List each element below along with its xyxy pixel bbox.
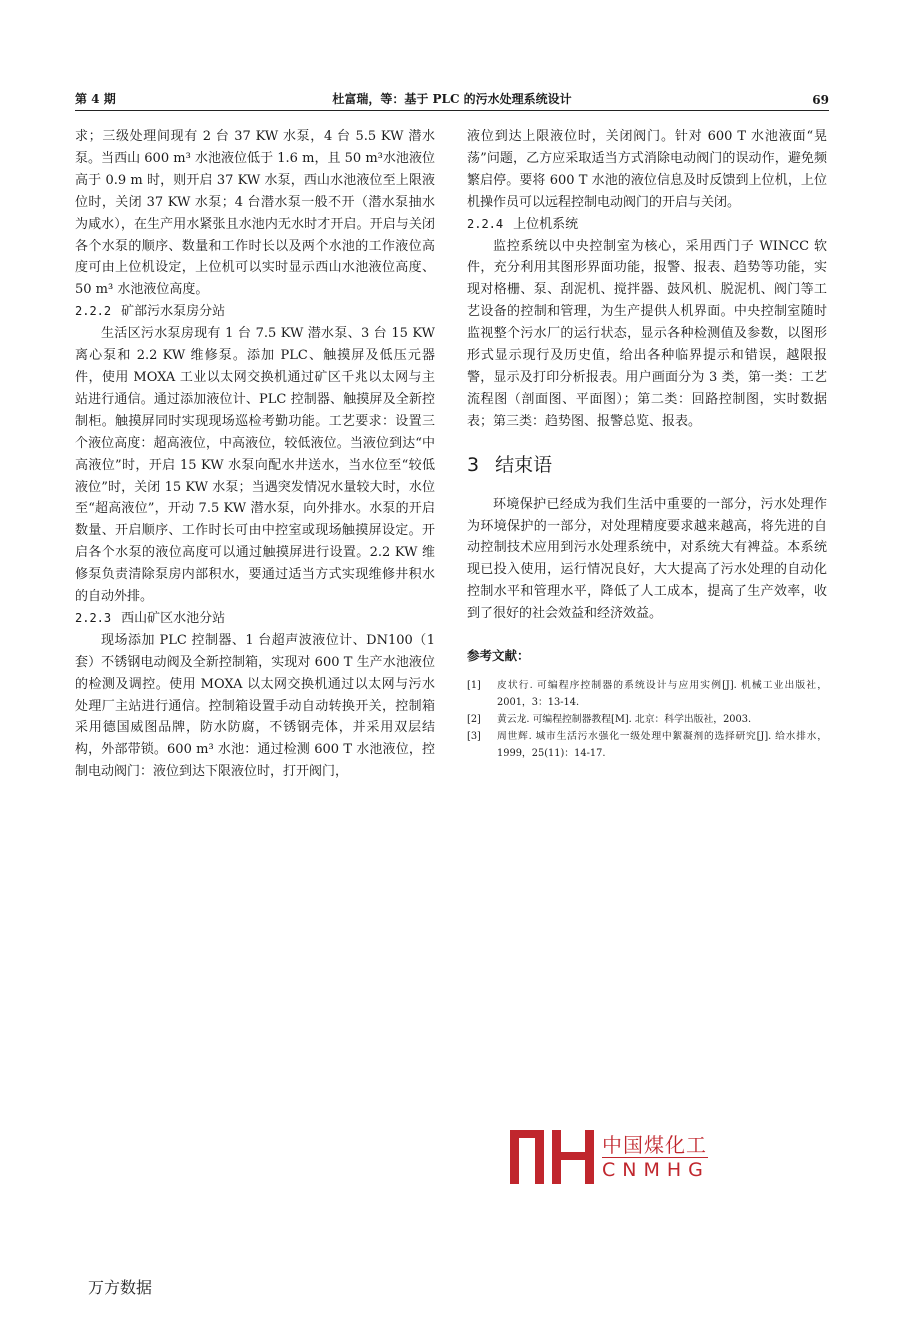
right-column <box>467 126 827 762</box>
watermark: 万方数据 <box>88 1278 153 1297</box>
cnmhg-mark-icon <box>508 1128 596 1186</box>
reference-item: [3] 周世辉. 城市生活污水强化一级处理中絮凝剂的选择研究[J]. 给水排水，1999，25(11)：14-17. <box>467 730 827 759</box>
paragraph: 环境保护已经成为我们生活中重要的一部分，污水处理作为环境保护的一部分，对处理精度要求越来越高，将先进的自动控制技术应用到污水处理系统中，对系统大有裨益。本系统现已投入使用，运行情况良好，大大提高了污水处理的自动化控制水平和管理水平，降低了人工成本，提高了生产效率，收到了很好的社会效益和经济效益。 <box>467 496 827 622</box>
reference-item: [1] 皮状行. 可编程序控制器的系统设计与应用实例[J]. 机械工业出版社，2001，3：13-14. <box>467 679 827 708</box>
logo-divider <box>602 1157 708 1158</box>
cnmhg-logo <box>508 1128 718 1188</box>
page-number: 69 <box>812 93 829 107</box>
paragraph: 监控系统以中央控制室为核心，采用西门子 WINCC 软件，充分利用其图形界面功能，报警、报表、趋势等功能，实现对格栅、泵、刮泥机、搅拌器、鼓风机、脱泥机、阀门等工艺设备的控制和管理，为生产提供人机界面。中央控制室随时监视整个污水厂的运行状态，显示各种检测值及参数，以图形形式显示现行及历史值，给出各种临界提示和错误，越限报警，显示及打印分析报表。用户画面分为 3 类，第一类：工艺流程图（剖面图、平面图）；第二类：回路控制图，实时数据表；第三类：趋势图、报警总览、报表。 <box>467 238 827 429</box>
page-header <box>75 88 829 111</box>
paragraph: 生活区污水泵房现有 1 台 7.5 KW 潜水泵、3 台 15 KW 离心泵和 2.2 KW 维修泵。添加 PLC、触摸屏及低压元器件，使用 MOXA 工业以太网交换机通过矿区千兆以太网与主站进行通信。通过添加液位计、PLC 控制器、触摸屏及全新控制柜。触摸屏同时实现现场巡检考勤功能。工艺要求：设置三个液位高度：超高液位，中高液位，较低液位。当液位到达“中高液位”时，开启 15 KW 水泵向配水井送水，当水位至“较低液位”时，关闭 15 KW 水泵；当遇突发情况水量较大时，水位至“超高液位”，开动 7.5 KW 潜水泵，向外排水。水泵的开启数量、开启顺序、工作时长可由中控室或现场触摸屏设定。开启各个水泵的液位高度可以通过触摸屏进行设置。2.2 KW 维修泵负责清除泵房内部积水，要通过适当方式实现维修井积水的自动外排。 <box>75 326 435 605</box>
subsection-heading-2-2-4: 2.2.4 上位机系统 <box>467 216 579 232</box>
logo-chinese-text: 中国煤化工 <box>602 1133 707 1157</box>
left-column <box>75 126 435 783</box>
subsection-heading-2-2-3: 2.2.3 西山矿区水池分站 <box>75 610 226 626</box>
running-title: 杜富瑞，等：基于 PLC 的污水处理系统设计 <box>332 92 572 106</box>
references-title: 参考文献： <box>467 648 530 664</box>
section-heading-3: 3 结束语 <box>467 453 553 476</box>
journal-issue: 第 4 期 <box>75 92 116 106</box>
paragraph: 现场添加 PLC 控制器、1 台超声波液位计、DN100（1 套）不锈钢电动阀及全新控制箱，实现对 600 T 生产水池液位的检测及调控。使用 MOXA 以太网交换机通过以太网与污水处理厂主站进行通信。控制箱设置手动自动转换开关，控制箱采用德国威图品牌，防水防腐，不锈钢壳体，并采用双层结构，外部带锁。600 m³ 水池：通过检测 600 T 水池液位，控制电动阀门：液位到达下限液位时，打开阀门， <box>75 632 435 780</box>
subsection-heading-2-2-2: 2.2.2 矿部污水泵房分站 <box>75 304 226 320</box>
logo-english-text: CNMHG <box>602 1159 710 1181</box>
paragraph: 求；三级处理间现有 2 台 37 KW 水泵，4 台 5.5 KW 潜水泵。当西山 600 m³ 水池液位低于 1.6 m，且 50 m³水池液位高于 0.9 m 时，则开启 37 KW 水泵，西山水池液位至上限液位时，关闭 37 KW 水泵；4 台潜水泵一般不开（潜水泵抽水为咸水），在生产用水紧张且水池内无水时才开启。开启与关闭各个水泵的顺序、数量和工作时长以及两个水池的工作液位高度可由上位机设定，上位机可以实时显示西山水池液位高度、50 m³ 水池液位高度。 <box>75 129 435 298</box>
paragraph: 液位到达上限液位时，关闭阀门。针对 600 T 水池液面“晃荡”问题，乙方应采取适当方式消除电动阀门的误动作，避免频繁启停。要将 600 T 水池的液位信息及时反馈到上位机，上位机操作员可以远程控制电动阀门的开启与关闭。 <box>467 129 827 210</box>
reference-item: [2] 黄云龙. 可编程控制器教程[M]. 北京：科学出版社，2003. <box>467 713 752 725</box>
